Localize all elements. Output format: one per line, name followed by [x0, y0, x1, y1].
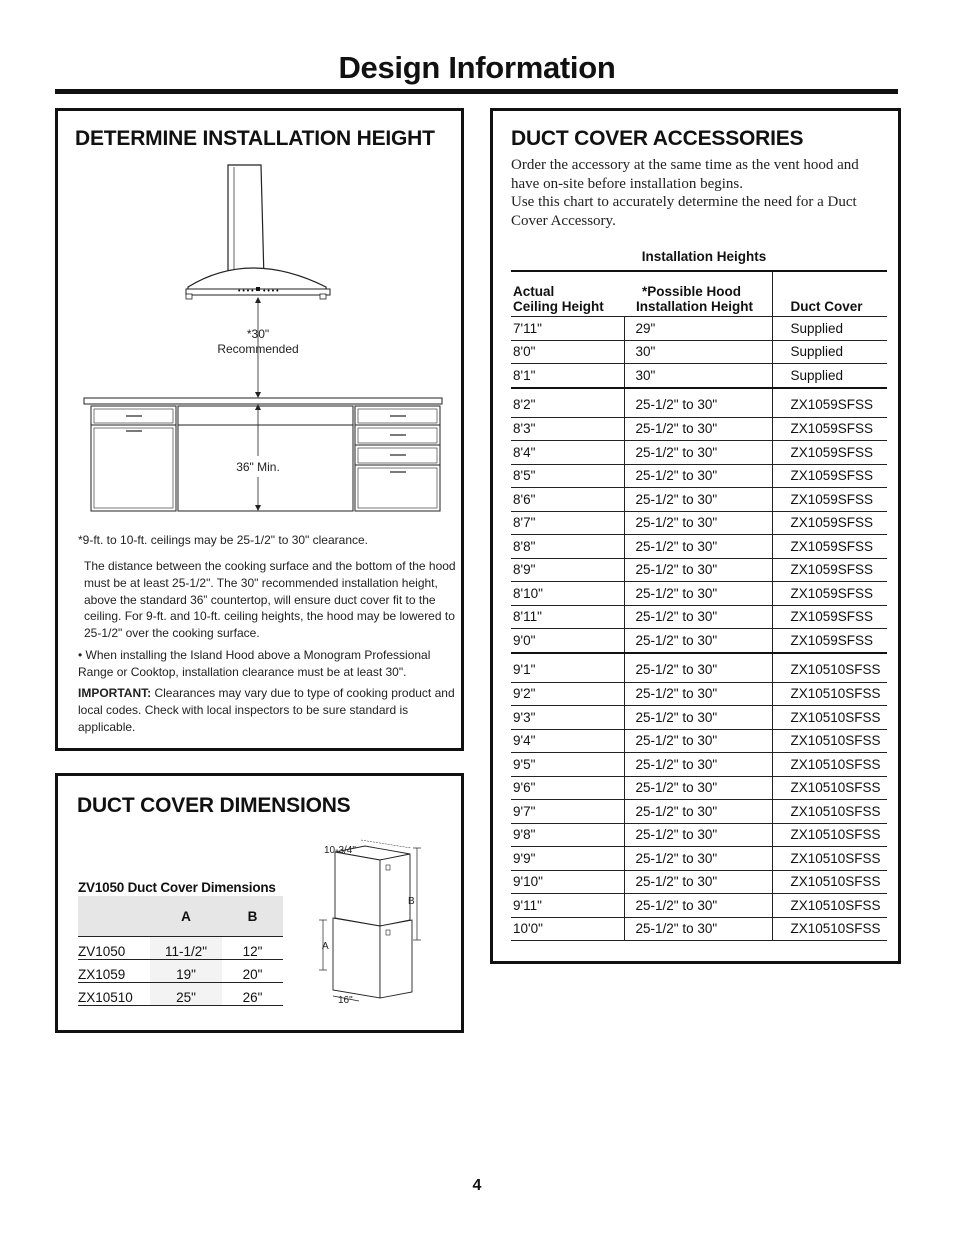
ceiling-height-cell: 8'8" — [511, 535, 624, 559]
hood-height-cell: 25-1/2" to 30" — [624, 464, 772, 488]
installation-heading: DETERMINE INSTALLATION HEIGHT — [75, 127, 435, 150]
table-row — [511, 340, 887, 364]
dim-a: 19" — [150, 960, 222, 983]
hood-height-cell: 25-1/2" to 30" — [624, 729, 772, 753]
hood-height-cell: 25-1/2" to 30" — [624, 558, 772, 582]
hood-height-cell: 25-1/2" to 30" — [624, 706, 772, 730]
ceiling-height-cell: 7'11" — [511, 317, 624, 341]
important-note — [78, 685, 456, 735]
cabinet-left — [91, 406, 176, 511]
hood-height-cell: 25-1/2" to 30" — [624, 629, 772, 653]
duct-bottom-dimension: 16" — [338, 995, 353, 1006]
table-row — [78, 937, 283, 960]
hood-height-cell: 25-1/2" to 30" — [624, 894, 772, 918]
monogram-bullet: • When installing the Island Hood above a Monogram Professional Range or Cooktop, installation clearance must be at least 30". — [78, 648, 431, 679]
duct-b-label: B — [408, 896, 415, 907]
table-row — [511, 511, 887, 535]
ceiling-height-cell: 8'0" — [511, 340, 624, 364]
ceiling-height-cell: 10'0" — [511, 917, 624, 941]
hood-height-cell: 25-1/2" to 30" — [624, 511, 772, 535]
cabinet-right — [355, 406, 440, 511]
table-row — [511, 823, 887, 847]
header-hood-height — [624, 271, 772, 317]
table-row — [511, 317, 887, 341]
title-rule — [55, 89, 898, 94]
installation-height-section — [55, 108, 464, 751]
duct-cover-cell: ZX10510SFSS — [772, 776, 887, 800]
hood-chimney — [228, 165, 264, 279]
accessories-intro-2: Use this chart to accurately determine the need for a Duct Cover Accessory. — [511, 194, 857, 229]
ceiling-height-cell: 8'1" — [511, 364, 624, 388]
duct-cover-accessories-section — [490, 108, 901, 964]
accessories-heading: DUCT COVER ACCESSORIES — [511, 127, 804, 150]
dim-b: 26" — [222, 983, 283, 1006]
duct-cover-cell: ZX10510SFSS — [772, 917, 887, 941]
header-duct-cover: Duct Cover — [772, 271, 887, 317]
ceiling-footnote: *9-ft. to 10-ft. ceilings may be 25-1/2" to 30" clearance. — [78, 533, 369, 547]
dim-header-blank — [78, 896, 150, 937]
ceiling-height-cell: 8'2" — [511, 388, 624, 418]
svg-text:• • • •: • • • • — [263, 288, 279, 295]
ceiling-height-cell: 8'7" — [511, 511, 624, 535]
table-row — [511, 682, 887, 706]
countertop — [84, 398, 442, 404]
duct-cover-cell: ZX1059SFSS — [772, 441, 887, 465]
recommended-label-2: Recommended — [217, 342, 299, 356]
hood-height-cell: 25-1/2" to 30" — [624, 870, 772, 894]
ceiling-height-cell: 9'5" — [511, 753, 624, 777]
table-row — [511, 582, 887, 606]
table-row — [511, 870, 887, 894]
dim-header-a: A — [150, 896, 222, 937]
hood-height-cell: 30" — [624, 340, 772, 364]
hood-height-cell: 25-1/2" to 30" — [624, 653, 772, 683]
dim-a: 25" — [150, 983, 222, 1006]
duct-cover-cell: ZX1059SFSS — [772, 464, 887, 488]
hood-height-cell: 25-1/2" to 30" — [624, 582, 772, 606]
hood-height-cell: 25-1/2" to 30" — [624, 417, 772, 441]
hood-height-cell: 25-1/2" to 30" — [624, 605, 772, 629]
dim-model: ZV1050 — [78, 937, 150, 960]
duct-cover-cell: ZX10510SFSS — [772, 800, 887, 824]
duct-cover-cell: ZX1059SFSS — [772, 535, 887, 559]
duct-cover-dimensions-section — [55, 773, 464, 1033]
table-row — [511, 558, 887, 582]
table-row — [78, 983, 283, 1006]
table-row — [511, 917, 887, 941]
ceiling-height-cell: 9'11" — [511, 894, 624, 918]
duct-cover-cell: ZX1059SFSS — [772, 388, 887, 418]
dim-b: 12" — [222, 937, 283, 960]
hood-height-cell: 25-1/2" to 30" — [624, 682, 772, 706]
dimensions-header-row — [78, 896, 283, 937]
hood-height-cell: 25-1/2" to 30" — [624, 488, 772, 512]
dim-b: 20" — [222, 960, 283, 983]
duct-cover-cell: ZX10510SFSS — [772, 706, 887, 730]
important-label: IMPORTANT: — [78, 686, 152, 700]
page-title: Design Information — [338, 50, 616, 85]
ceiling-height-cell: 8'9" — [511, 558, 624, 582]
clearance-paragraph: The distance between the cooking surface and the bottom of the hood must be at least 25-1/2". The 30" recommended installation height, above the standard 36” countertop, will ensure duct cover fit to the ceiling. For 9-ft. and 10-ft. ceiling heights, the hood may be lowered to 25-1/2" over the cooking surface. — [84, 559, 456, 641]
table-row — [511, 629, 887, 653]
header-hood-line1: *Possible Hood — [642, 284, 742, 299]
installation-diagram — [58, 151, 461, 571]
table-row — [511, 417, 887, 441]
duct-cover-cell: Supplied — [772, 340, 887, 364]
ceiling-height-cell: 8'5" — [511, 464, 624, 488]
dim-model: ZX1059 — [78, 960, 150, 983]
table-row — [511, 441, 887, 465]
installation-heights-caption: Installation Heights — [641, 249, 767, 264]
dimensions-heading: DUCT COVER DIMENSIONS — [77, 794, 351, 817]
table-row — [511, 776, 887, 800]
accessories-intro: Order the accessory at the same time as the vent hood and have on-site before installation begins. — [511, 157, 859, 192]
ceiling-height-cell: 9'7" — [511, 800, 624, 824]
table-row — [511, 605, 887, 629]
table-row — [511, 729, 887, 753]
hood-height-cell: 25-1/2" to 30" — [624, 388, 772, 418]
hood-height-cell: 29" — [624, 317, 772, 341]
ceiling-height-cell: 8'11" — [511, 605, 624, 629]
hood-height-cell: 25-1/2" to 30" — [624, 847, 772, 871]
dimensions-table — [78, 896, 283, 1006]
hood-height-cell: 25-1/2" to 30" — [624, 823, 772, 847]
dimensions-table-title: ZV1050 Duct Cover Dimensions — [78, 880, 276, 895]
table-row — [511, 388, 887, 418]
important-text: Clearances may vary due to type of cooking product and local codes. Check with local inspectors to be sure standard is applicable. — [78, 686, 455, 734]
table-row — [511, 464, 887, 488]
duct-cover-diagram — [313, 838, 453, 1013]
hood-height-cell: 30" — [624, 364, 772, 388]
ceiling-height-cell: 8'3" — [511, 417, 624, 441]
table-row — [511, 800, 887, 824]
table-row — [511, 364, 887, 388]
min-height-label: 36" Min. — [208, 459, 308, 476]
duct-cover-cell: ZX10510SFSS — [772, 653, 887, 683]
ceiling-height-cell: 8'4" — [511, 441, 624, 465]
duct-cover-cell: ZX1059SFSS — [772, 511, 887, 535]
table-row — [511, 706, 887, 730]
table-row — [511, 535, 887, 559]
duct-top-dimension: 10-3/4" — [324, 845, 356, 856]
duct-cover-cell: ZX1059SFSS — [772, 582, 887, 606]
ceiling-height-cell: 9'4" — [511, 729, 624, 753]
header-hood-line2: Installation Height — [636, 299, 754, 314]
duct-cover-cell: ZX10510SFSS — [772, 729, 887, 753]
ceiling-height-cell: 9'1" — [511, 653, 624, 683]
duct-cover-cell: ZX10510SFSS — [772, 753, 887, 777]
duct-cover-cell: ZX10510SFSS — [772, 847, 887, 871]
header-ceiling-line2: Ceiling Height — [513, 299, 604, 314]
installation-heights-table — [511, 270, 887, 941]
ceiling-height-cell: 9'10" — [511, 870, 624, 894]
recommended-label-1: *30" — [246, 327, 270, 341]
dim-model: ZX10510 — [78, 983, 150, 1006]
dim-a: 11-1/2" — [150, 937, 222, 960]
ceiling-height-cell: 9'9" — [511, 847, 624, 871]
svg-text:• • • •: • • • • — [238, 288, 254, 295]
table-row — [78, 960, 283, 983]
table-row — [511, 653, 887, 683]
table-row — [511, 847, 887, 871]
duct-cover-cell: ZX1059SFSS — [772, 417, 887, 441]
table-row — [511, 488, 887, 512]
hood-height-cell: 25-1/2" to 30" — [624, 776, 772, 800]
hood-height-cell: 25-1/2" to 30" — [624, 753, 772, 777]
page-number: 4 — [472, 1177, 482, 1194]
ceiling-height-cell: 9'8" — [511, 823, 624, 847]
ceiling-height-cell: 9'3" — [511, 706, 624, 730]
table-row — [511, 753, 887, 777]
ceiling-height-cell: 8'10" — [511, 582, 624, 606]
duct-cover-cell: ZX1059SFSS — [772, 558, 887, 582]
duct-cover-cell: ZX10510SFSS — [772, 682, 887, 706]
hood-height-cell: 25-1/2" to 30" — [624, 917, 772, 941]
duct-cover-cell: ZX10510SFSS — [772, 894, 887, 918]
duct-a-label: A — [322, 941, 329, 952]
accessories-header-row — [511, 271, 887, 317]
duct-cover-cell: ZX1059SFSS — [772, 605, 887, 629]
dim-header-b: B — [222, 896, 283, 937]
ceiling-height-cell: 8'6" — [511, 488, 624, 512]
duct-cover-cell: ZX1059SFSS — [772, 488, 887, 512]
hood-height-cell: 25-1/2" to 30" — [624, 800, 772, 824]
table-row — [511, 894, 887, 918]
ceiling-height-cell: 9'0" — [511, 629, 624, 653]
duct-cover-cell: ZX10510SFSS — [772, 870, 887, 894]
ceiling-height-cell: 9'6" — [511, 776, 624, 800]
duct-cover-cell: Supplied — [772, 317, 887, 341]
hood-height-cell: 25-1/2" to 30" — [624, 535, 772, 559]
duct-cover-cell: Supplied — [772, 364, 887, 388]
header-ceiling-line1: Actual — [513, 284, 555, 299]
duct-cover-cell: ZX10510SFSS — [772, 823, 887, 847]
duct-cover-cell: ZX1059SFSS — [772, 629, 887, 653]
ceiling-height-cell: 9'2" — [511, 682, 624, 706]
hood-height-cell: 25-1/2" to 30" — [624, 441, 772, 465]
header-ceiling-height — [511, 271, 624, 317]
